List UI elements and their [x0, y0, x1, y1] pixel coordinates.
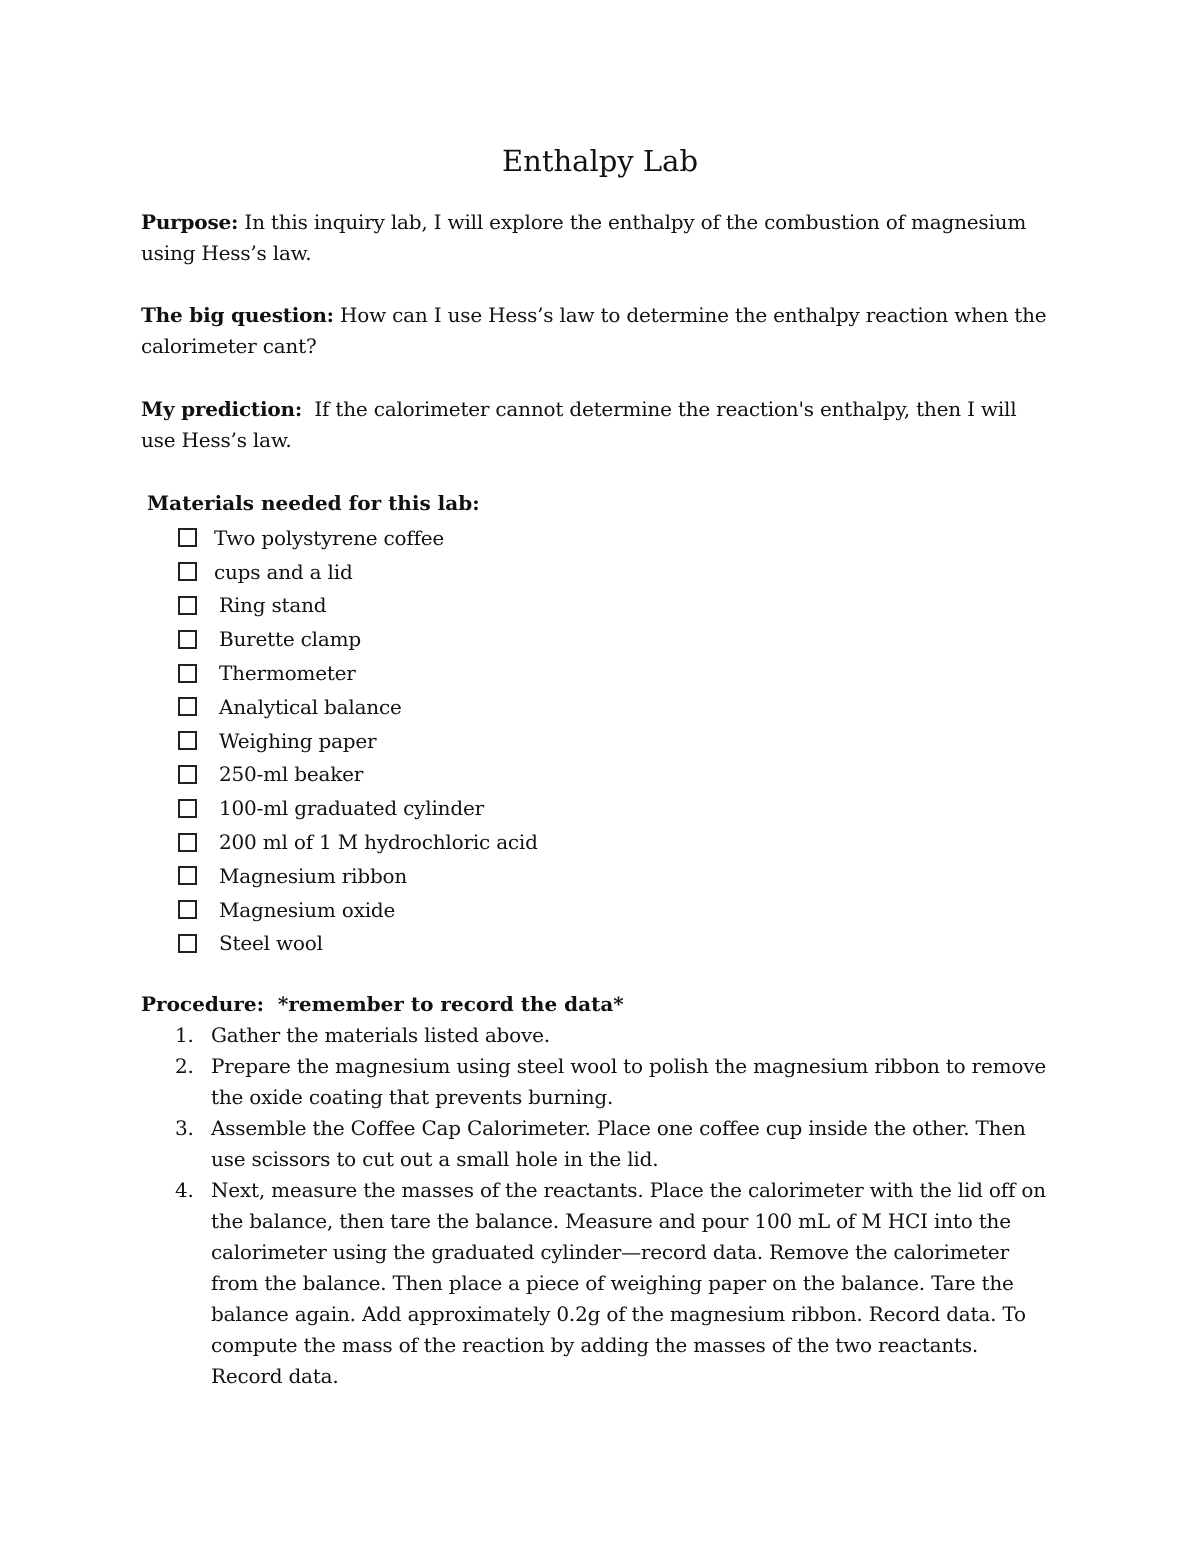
step-number: 3.: [175, 1116, 194, 1140]
checkbox-icon[interactable]: [178, 866, 197, 885]
checkbox-icon[interactable]: [178, 833, 197, 852]
checkbox-icon[interactable]: [178, 596, 197, 615]
step-number: 2.: [175, 1054, 194, 1078]
page-title: Enthalpy Lab: [501, 144, 699, 178]
big-question-label: The big question:: [141, 303, 334, 327]
list-item: [178, 893, 538, 927]
material-label: Analytical balance: [219, 694, 402, 719]
step-text: Next, measure the masses of the reactants. Place the calorimeter with the lid off on the balance, then tare the balance. Measure and pour 100 mL of M HCI into the calorimeter using the graduated cylinder—record data. Remove the calorimeter from the balance. Then place a piece of weighing paper on the balance. Tare the balance again. Add approximately 0.2g of the magnesium ribbon. Record data. To compute the mass of the reaction by adding the masses of the two reactants. Record data.: [211, 1178, 1046, 1388]
checkbox-icon[interactable]: [178, 630, 197, 649]
material-label: 200 ml of 1 M hydrochloric acid: [219, 830, 538, 855]
list-item: [178, 589, 538, 623]
list-item: [178, 927, 538, 961]
checkbox-icon[interactable]: [178, 664, 197, 683]
checkbox-icon[interactable]: [178, 799, 197, 818]
material-label: Burette clamp: [219, 627, 361, 652]
procedure-list: [141, 1020, 1051, 1392]
checkbox-icon[interactable]: [178, 562, 197, 581]
list-item: [178, 825, 538, 859]
prediction-text: If the calorimeter cannot determine the reaction's enthalpy, then I will use Hess’s law.: [141, 397, 1023, 452]
checkbox-icon[interactable]: [178, 934, 197, 953]
procedure-step: [141, 1113, 1051, 1175]
list-item: [178, 758, 538, 792]
list-item: [178, 521, 538, 555]
step-text: Assemble the Coffee Cap Calorimeter. Place one coffee cup inside the other. Then use scissors to cut out a small hole in the lid.: [211, 1116, 1026, 1171]
step-text: Gather the materials listed above.: [211, 1023, 550, 1047]
procedure-step: [141, 1175, 1051, 1392]
materials-heading: Materials needed for this lab:: [147, 491, 480, 515]
step-text: Prepare the magnesium using steel wool to polish the magnesium ribbon to remove the oxide coating that prevents burning.: [211, 1054, 1046, 1109]
checkbox-icon[interactable]: [178, 697, 197, 716]
prediction-paragraph: [141, 394, 1051, 456]
material-label: Weighing paper: [219, 728, 377, 753]
procedure-step: [141, 1051, 1051, 1113]
checkbox-icon[interactable]: [178, 900, 197, 919]
checkbox-icon[interactable]: [178, 528, 197, 547]
material-label: Ring stand: [219, 593, 327, 618]
material-label: 250-ml beaker: [219, 762, 364, 787]
material-label: 100-ml graduated cylinder: [219, 796, 484, 821]
step-number: 4.: [175, 1178, 194, 1202]
procedure-heading: Procedure: *remember to record the data*: [141, 992, 624, 1016]
material-label: Two polystyrene coffee: [214, 525, 445, 550]
checkbox-icon[interactable]: [178, 731, 197, 750]
list-item: [178, 622, 538, 656]
list-item: [178, 555, 538, 589]
procedure-step: [141, 1020, 1051, 1051]
purpose-text: In this inquiry lab, I will explore the enthalpy of the combustion of magnesium using Hess’s law.: [141, 210, 1027, 265]
material-label: Steel wool: [219, 931, 323, 956]
list-item: [178, 859, 538, 893]
list-item: [178, 791, 538, 825]
checkbox-icon[interactable]: [178, 765, 197, 784]
material-label: Magnesium ribbon: [219, 863, 408, 888]
list-item: [178, 690, 538, 724]
purpose-label: Purpose:: [141, 210, 239, 234]
list-item: [178, 724, 538, 758]
list-item: [178, 656, 538, 690]
big-question-text: How can I use Hess’s law to determine the enthalpy reaction when the calorimeter cant?: [141, 303, 1047, 358]
material-label: Magnesium oxide: [219, 897, 396, 922]
big-question-paragraph: [141, 300, 1051, 362]
step-number: 1.: [175, 1023, 194, 1047]
materials-list: [178, 521, 538, 960]
purpose-paragraph: [141, 207, 1051, 269]
material-label: Thermometer: [219, 661, 356, 686]
material-label: cups and a lid: [214, 559, 353, 584]
prediction-label: My prediction:: [141, 397, 303, 421]
